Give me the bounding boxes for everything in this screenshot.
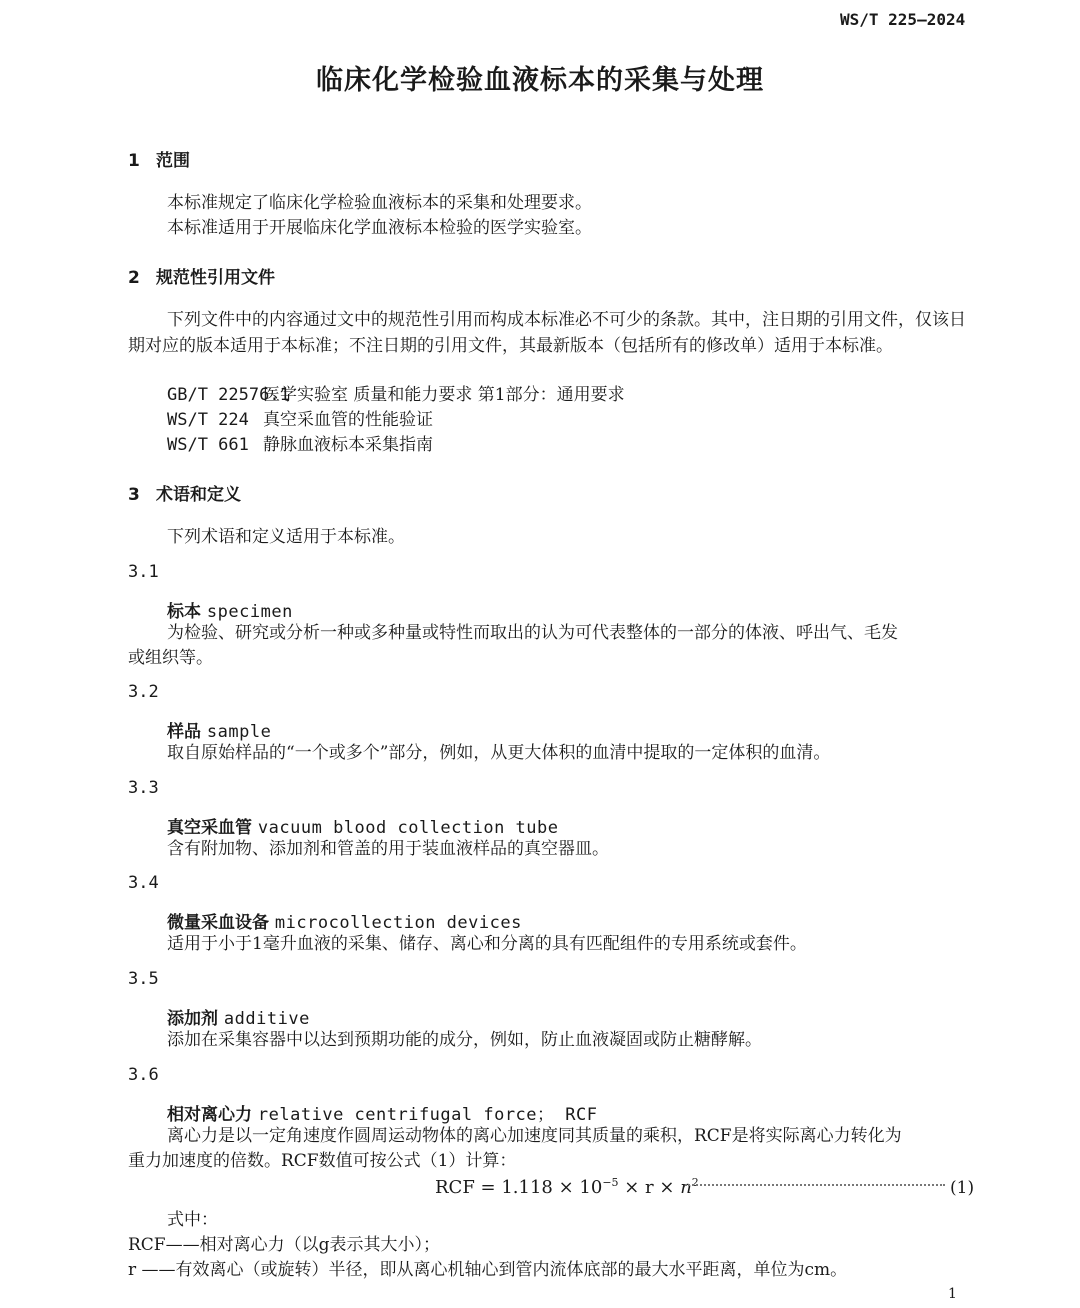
- term-number: 3.1: [128, 562, 159, 582]
- formula-leader-dots: [685, 1184, 945, 1186]
- rcf-formula: [435, 1176, 699, 1198]
- section-title: 范围: [156, 151, 190, 171]
- term-number: 3.4: [128, 873, 159, 893]
- term-zh: 微量采血设备: [167, 913, 269, 933]
- term-zh: 标本: [167, 602, 201, 622]
- standard-code: WS/T 225—2024: [840, 10, 966, 29]
- term-en: relative centrifugal force； RCF: [257, 1105, 598, 1125]
- term-number: 3.6: [128, 1065, 159, 1085]
- reference-item: [167, 407, 433, 433]
- term-definition: 取自原始样品的“一个或多个”部分，例如，从更大体积的血清中提取的一定体积的血清。: [167, 743, 831, 763]
- term-zh: 添加剂: [167, 1009, 218, 1029]
- section-title: 规范性引用文件: [156, 268, 275, 288]
- term-en: additive: [223, 1009, 310, 1029]
- term-number: 3.2: [128, 682, 159, 702]
- section-1-heading: [128, 146, 190, 171]
- where-symbol: r ——: [128, 1260, 176, 1280]
- paragraph: 本标准规定了临床化学检验血液标本的采集和处理要求。: [167, 193, 592, 213]
- term-definition: 适用于小于1毫升血液的采集、储存、离心和分离的具有匹配组件的专用系统或套件。: [167, 934, 807, 954]
- section-number: 1: [128, 151, 140, 171]
- formula-lhs: RCF = 1.118 × 10: [435, 1177, 603, 1198]
- section-3-heading: [128, 480, 241, 505]
- term-definition: 为检验、研究或分析一种或多种量或特性而取出的认为可代表整体的一部分的体液、呼出气、毛发: [167, 623, 898, 643]
- term-heading: [167, 1100, 597, 1125]
- term-definition: 含有附加物、添加剂和管盖的用于装血液样品的真空器皿。: [167, 839, 609, 859]
- formula-exponent: −5: [602, 1176, 619, 1189]
- term-zh: 相对离心力: [167, 1105, 252, 1125]
- term-heading: [167, 908, 522, 933]
- reference-code: WS/T 224: [167, 410, 249, 430]
- reference-item: [167, 432, 433, 458]
- section-number: 3: [128, 485, 140, 505]
- term-heading: [167, 813, 559, 838]
- section-title: 术语和定义: [156, 485, 241, 505]
- section-2-heading: [128, 263, 275, 288]
- formula-rhs: × r ×: [618, 1177, 681, 1198]
- formula-number: (1): [950, 1178, 975, 1198]
- paragraph: 下列术语和定义适用于本标准。: [167, 527, 405, 547]
- term-heading: [167, 597, 293, 622]
- term-zh: 真空采血管: [167, 818, 252, 838]
- term-definition: 或组织等。: [128, 648, 213, 668]
- formula-power: 2: [691, 1176, 699, 1189]
- reference-title: 静脉血液标本采集指南: [263, 435, 433, 455]
- reference-code: WS/T 661: [167, 435, 249, 455]
- paragraph: 下列文件中的内容通过文中的规范性引用而构成本标准必不可少的条款。其中，注日期的引用文件，仅该日期对应的版本适用于本标准；不注日期的引用文件，其最新版本（包括所有的修改单）适用于本标准。: [128, 310, 966, 356]
- term-heading: [167, 717, 271, 742]
- term-en: microcollection devices: [274, 913, 522, 933]
- term-en: sample: [206, 722, 272, 742]
- term-definition: 离心力是以一定角速度作圆周运动物体的离心加速度同其质量的乘积，RCF是将实际离心力转化为: [167, 1126, 902, 1146]
- formula-variable: n: [680, 1177, 692, 1198]
- term-number: 3.3: [128, 778, 159, 798]
- section-number: 2: [128, 268, 140, 288]
- term-definition: 添加在采集容器中以达到预期功能的成分，例如，防止血液凝固或防止糖酵解。: [167, 1030, 762, 1050]
- term-definition: 重力加速度的倍数。RCF数值可按公式（1）计算：: [128, 1151, 517, 1171]
- term-zh: 样品: [167, 722, 201, 742]
- term-en: vacuum blood collection tube: [257, 818, 559, 838]
- reference-title: 真空采血管的性能验证: [263, 410, 433, 430]
- where-item: [128, 1232, 440, 1258]
- where-label: 式中：: [167, 1210, 218, 1230]
- paragraph: 本标准适用于开展临床化学血液标本检验的医学实验室。: [167, 218, 592, 238]
- term-heading: [167, 1004, 310, 1029]
- reference-item: [167, 382, 625, 408]
- where-symbol: RCF——: [128, 1235, 200, 1255]
- term-number: 3.5: [128, 969, 159, 989]
- where-description: 相对离心力（以g表示其大小）；: [199, 1235, 440, 1255]
- term-en: specimen: [206, 602, 293, 622]
- page-title: 临床化学检验血液标本的采集与处理: [316, 65, 764, 96]
- reference-title: 医学实验室 质量和能力要求 第1部分：通用要求: [263, 385, 625, 405]
- page-number: 1: [948, 1286, 957, 1302]
- reference-code: GB/T 22576.1: [167, 385, 290, 405]
- where-description: 有效离心（或旋转）半径，即从离心机轴心到管内流体底部的最大水平距离，单位为cm。: [175, 1260, 848, 1280]
- where-item: [128, 1257, 847, 1283]
